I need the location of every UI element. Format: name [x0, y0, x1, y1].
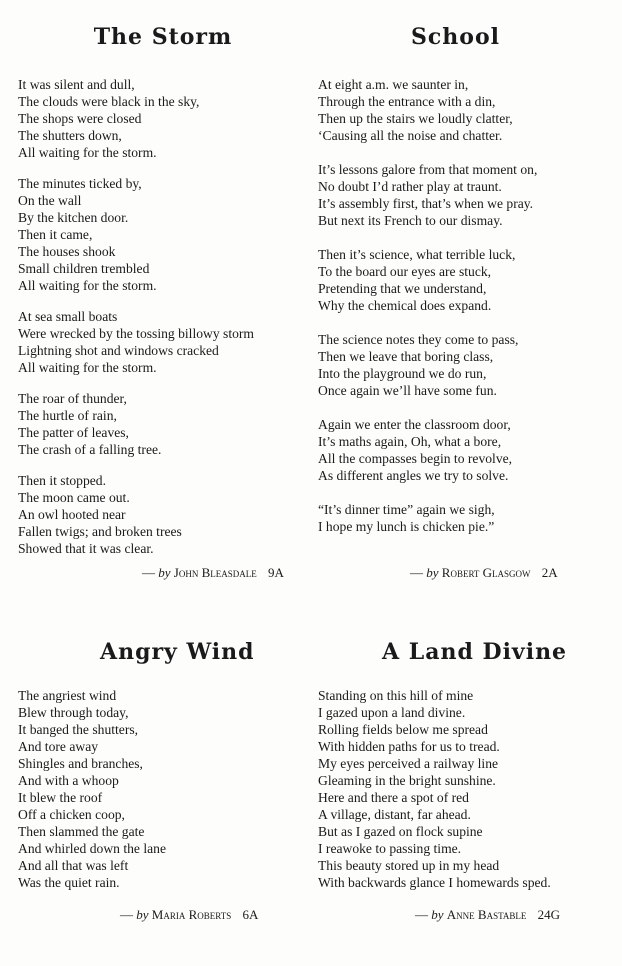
- poem-line: It banged the shutters,: [18, 722, 139, 737]
- author-byline: [410, 565, 558, 581]
- poem-line: Then it came,: [18, 227, 93, 242]
- poem-line: Here and there a spot of red: [318, 790, 469, 805]
- author-name: Maria Roberts: [151, 907, 232, 922]
- byline-dash: —: [415, 907, 428, 922]
- poem-title: A Land Divine: [382, 639, 568, 665]
- poem-line: On the wall: [18, 193, 82, 208]
- stanza: [318, 687, 608, 891]
- poem-line: All waiting for the storm.: [18, 360, 157, 375]
- poem-line: My eyes perceived a railway line: [318, 756, 499, 771]
- author-byline: [142, 565, 284, 581]
- stanza: [318, 76, 608, 144]
- poem-line: The shutters down,: [18, 128, 122, 143]
- byline-dash: —: [410, 565, 423, 580]
- stanza: [18, 308, 308, 376]
- poem-line: Then up the stairs we loudly clatter,: [318, 111, 513, 126]
- stanza: [18, 390, 308, 458]
- poem-line: Gleaming in the bright sunshine.: [318, 773, 496, 788]
- poem-line: “It’s dinner time” again we sigh,: [318, 502, 495, 517]
- poem-school: [318, 22, 608, 535]
- poem-body: [18, 76, 308, 557]
- poem-line: Pretending that we understand,: [318, 281, 487, 296]
- poem-line: Small children trembled: [18, 261, 150, 276]
- poem-body: [18, 687, 308, 891]
- poem-line: It blew the roof: [18, 790, 103, 805]
- poem-line: ‘Causing all the noise and chatter.: [318, 128, 503, 143]
- poem-line: The minutes ticked by,: [18, 176, 142, 191]
- poem-line: The patter of leaves,: [18, 425, 129, 440]
- poem-line: Through the entrance with a din,: [318, 94, 496, 109]
- stanza: [318, 246, 608, 314]
- poem-line: The clouds were black in the sky,: [18, 94, 200, 109]
- poem-line: It was silent and dull,: [18, 77, 135, 92]
- stanza: [318, 416, 608, 484]
- byline-by: by: [431, 907, 444, 922]
- poem-line: An owl hooted near: [18, 507, 126, 522]
- byline-dash: —: [142, 565, 155, 580]
- poem-line: Fallen twigs; and broken trees: [18, 524, 182, 539]
- poem-line: Once again we’ll have some fun.: [318, 383, 497, 398]
- stanza: [18, 76, 308, 161]
- poem-line: At eight a.m. we saunter in,: [318, 77, 469, 92]
- poem-line: And with a whoop: [18, 773, 119, 788]
- poem-line: Again we enter the classroom door,: [318, 417, 511, 432]
- poem-line: I reawoke to passing time.: [318, 841, 462, 856]
- poem-line: Standing on this hill of mine: [318, 688, 474, 703]
- poem-line: It’s assembly first, that’s when we pray.: [318, 196, 534, 211]
- author-name: Robert Glasgow: [441, 565, 531, 580]
- author-byline: [120, 907, 258, 923]
- author-byline: [415, 907, 560, 923]
- poem-a-land-divine: [318, 637, 608, 891]
- author-form: 6A: [242, 907, 259, 922]
- stanza: [18, 687, 308, 891]
- poem-line: Blew through today,: [18, 705, 129, 720]
- poem-angry-wind: [18, 637, 308, 891]
- author-name: Anne Bastable: [446, 907, 527, 922]
- author-form: 2A: [541, 565, 558, 580]
- poem-line: The science notes they come to pass,: [318, 332, 519, 347]
- poem-title: Angry Wind: [100, 639, 255, 665]
- poem-line: And whirled down the lane: [18, 841, 166, 856]
- poem-line: The houses shook: [18, 244, 116, 259]
- poem-title: The Storm: [93, 24, 233, 50]
- poem-line: Then slammed the gate: [18, 824, 145, 839]
- stanza: [18, 472, 308, 557]
- poem-line: The moon came out.: [18, 490, 130, 505]
- poem-line: Was the quiet rain.: [18, 875, 120, 890]
- poem-line: Shingles and branches,: [18, 756, 143, 771]
- poem-line: Into the playground we do run,: [318, 366, 487, 381]
- poem-line: It’s lessons galore from that moment on,: [318, 162, 538, 177]
- byline-by: by: [426, 565, 439, 580]
- poem-line: The crash of a falling tree.: [18, 442, 162, 457]
- poem-line: Were wrecked by the tossing billowy storm: [18, 326, 254, 341]
- poem-line: Rolling fields below me spread: [318, 722, 488, 737]
- poem-line: All waiting for the storm.: [18, 278, 157, 293]
- stanza: [318, 161, 608, 229]
- poem-line: With hidden paths for us to tread.: [318, 739, 500, 754]
- poem-line: Showed that it was clear.: [18, 541, 154, 556]
- author-form: 9A: [268, 565, 284, 580]
- stanza: [318, 501, 608, 535]
- poem-line: This beauty stored up in my head: [318, 858, 500, 873]
- poem-line: By the kitchen door.: [18, 210, 129, 225]
- poem-line: The shops were closed: [18, 111, 142, 126]
- byline-dash: —: [120, 907, 133, 922]
- stanza: [318, 331, 608, 399]
- poem-body: [318, 76, 608, 535]
- poem-the-storm: [18, 22, 308, 557]
- poem-line: At sea small boats: [18, 309, 118, 324]
- poem-line: The hurtle of rain,: [18, 408, 117, 423]
- poem-line: And all that was left: [18, 858, 129, 873]
- author-form: 24G: [537, 907, 561, 922]
- poem-line: But next its French to our dismay.: [318, 213, 503, 228]
- author-name: John Bleasdale: [173, 565, 257, 580]
- poem-line: As different angles we try to solve.: [318, 468, 509, 483]
- poem-line: I gazed upon a land divine.: [318, 705, 466, 720]
- poem-line: I hope my lunch is chicken pie.”: [318, 519, 495, 534]
- poem-line: All waiting for the storm.: [18, 145, 157, 160]
- poem-line: All the compasses begin to revolve,: [318, 451, 513, 466]
- poem-line: To the board our eyes are stuck,: [318, 264, 492, 279]
- poem-line: No doubt I’d rather play at traunt.: [318, 179, 502, 194]
- poem-line: The angriest wind: [18, 688, 117, 703]
- stanza: [18, 175, 308, 294]
- poem-line: The roar of thunder,: [18, 391, 127, 406]
- poem-line: Then we leave that boring class,: [318, 349, 494, 364]
- poem-body: [318, 687, 608, 891]
- poem-line: A village, distant, far ahead.: [318, 807, 471, 822]
- poem-line: It’s maths again, Oh, what a bore,: [318, 434, 502, 449]
- poem-line: Lightning shot and windows cracked: [18, 343, 219, 358]
- poem-line: Then it stopped.: [18, 473, 106, 488]
- poem-line: Off a chicken coop,: [18, 807, 125, 822]
- byline-by: by: [158, 565, 171, 580]
- poem-line: With backwards glance I homewards sped.: [318, 875, 551, 890]
- poem-line: But as I gazed on flock supine: [318, 824, 483, 839]
- poem-line: Why the chemical does expand.: [318, 298, 492, 313]
- poem-line: And tore away: [18, 739, 99, 754]
- poem-title: School: [411, 24, 500, 50]
- byline-by: by: [136, 907, 149, 922]
- poem-line: Then it’s science, what terrible luck,: [318, 247, 516, 262]
